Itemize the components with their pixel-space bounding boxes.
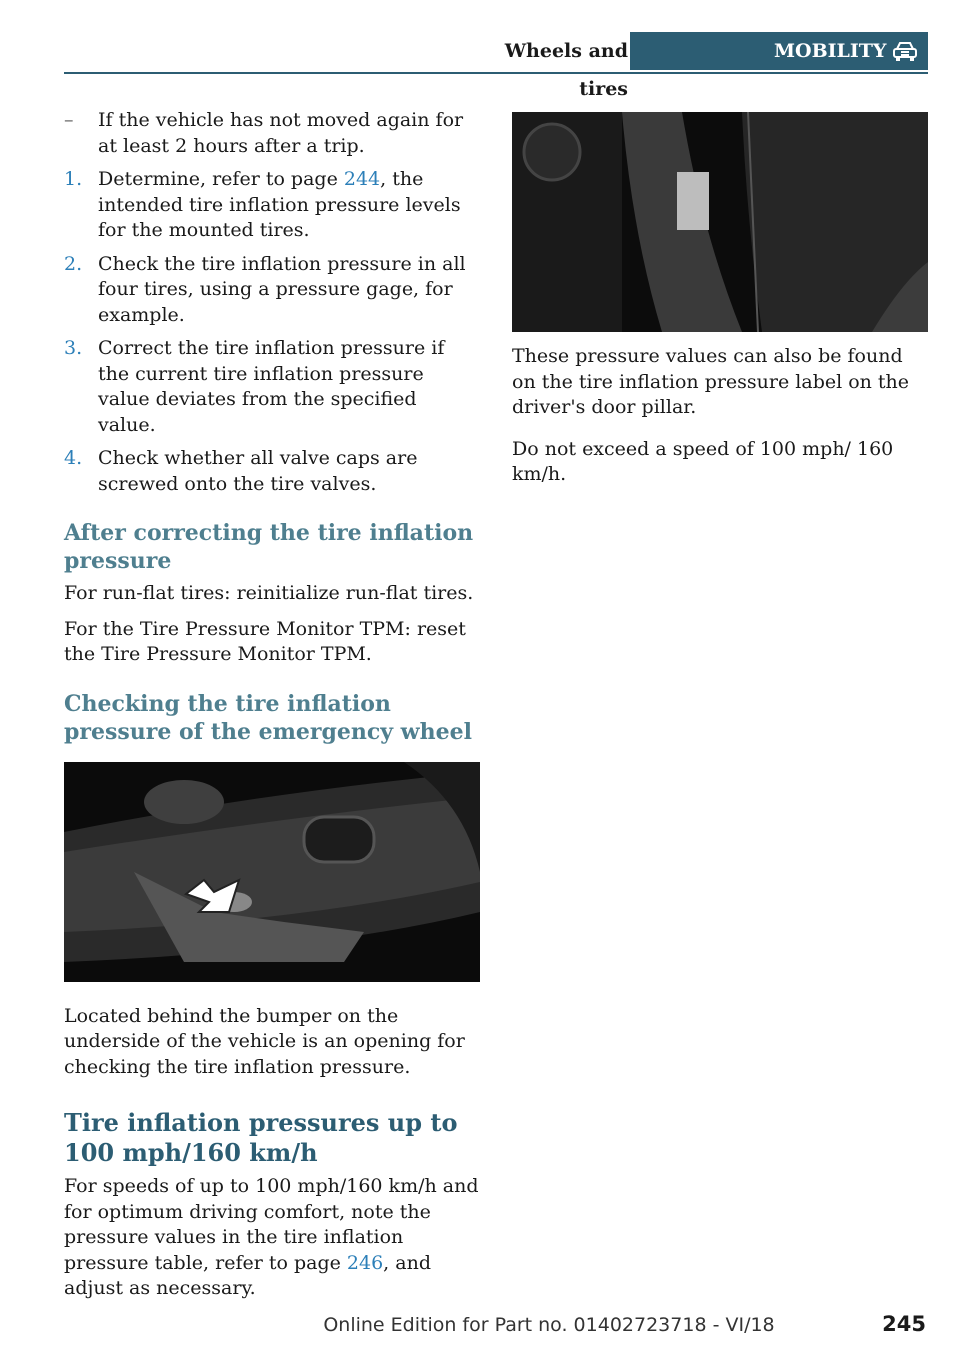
step-number: 3. — [64, 337, 83, 359]
bullet-text: If the vehicle has not moved again for at least 2 hours after a trip. — [98, 109, 464, 157]
door-pillar-image — [512, 112, 928, 332]
emergency-wheel-caption: Located behind the bumper on the underside of the vehicle is an opening for checking the tire inflation pressure. — [64, 1004, 465, 1078]
chapter-tab — [630, 32, 928, 70]
page-number: 245 — [882, 1312, 926, 1336]
step-4 — [64, 446, 480, 497]
step-number: 4. — [64, 447, 83, 469]
door-pillar-illustration — [512, 112, 928, 332]
bumper-illustration — [64, 762, 480, 982]
car-icon — [892, 39, 918, 63]
step-text: Check whether all valve caps are screwed onto the tire valves. — [98, 447, 418, 495]
after-paragraph-2: For the Tire Pressure Monitor TPM: reset the Tire Pressure Monitor TPM. — [64, 617, 466, 665]
section-title: Wheels and tires — [504, 40, 628, 100]
step-2 — [64, 252, 480, 329]
step-text: Check the tire inflation pressure in all four tires, using a pressure gage, for example. — [98, 252, 466, 326]
page-header — [64, 32, 928, 100]
list-item — [64, 108, 480, 159]
page-link-244[interactable]: 244 — [343, 168, 381, 190]
right-paragraph-2: Do not exceed a speed of 100 mph/ 160 km/h. — [512, 437, 894, 485]
bullet-marker: – — [64, 109, 74, 131]
left-column — [64, 108, 480, 1312]
pressure-up-to-100-heading: Tire inflation pressures up to 100 mph/160 km/h — [64, 1108, 458, 1167]
step-text: Determine, refer to page 244, the intended tire inflation pressure levels for the mounted tires. — [98, 168, 461, 241]
right-paragraph-1: These pressure values can also be found on the tire inflation pressure label on the driver's door pillar. — [512, 345, 910, 418]
step-text: Correct the tire inflation pressure if the current tire inflation pressure value deviates from the specified value. — [98, 337, 445, 436]
after-correcting-heading: After correcting the tire inflation pressure — [64, 520, 474, 574]
bumper-underside-image — [64, 762, 480, 982]
step-1 — [64, 167, 480, 244]
after-paragraph-1: For run-flat tires: reinitialize run-flat tires. — [64, 582, 474, 604]
page-footer — [64, 1312, 928, 1352]
pressure-paragraph: For speeds of up to 100 mph/160 km/h and for optimum driving comfort, note the pressure values in the tire inflation pressure table, refer to page 246, and adjust as necessary. — [64, 1175, 479, 1299]
right-column — [512, 108, 928, 498]
emergency-wheel-heading: Checking the tire inflation pressure of the emergency wheel — [64, 690, 472, 745]
page-link-246[interactable]: 246 — [346, 1251, 384, 1274]
step-number: 2. — [64, 252, 83, 275]
edition-text: Online Edition for Part no. 01402723718 - VI/18 — [323, 1314, 775, 1336]
chapter-label: MOBILITY — [774, 40, 887, 62]
step-3 — [64, 336, 480, 438]
step-number: 1. — [64, 168, 83, 190]
